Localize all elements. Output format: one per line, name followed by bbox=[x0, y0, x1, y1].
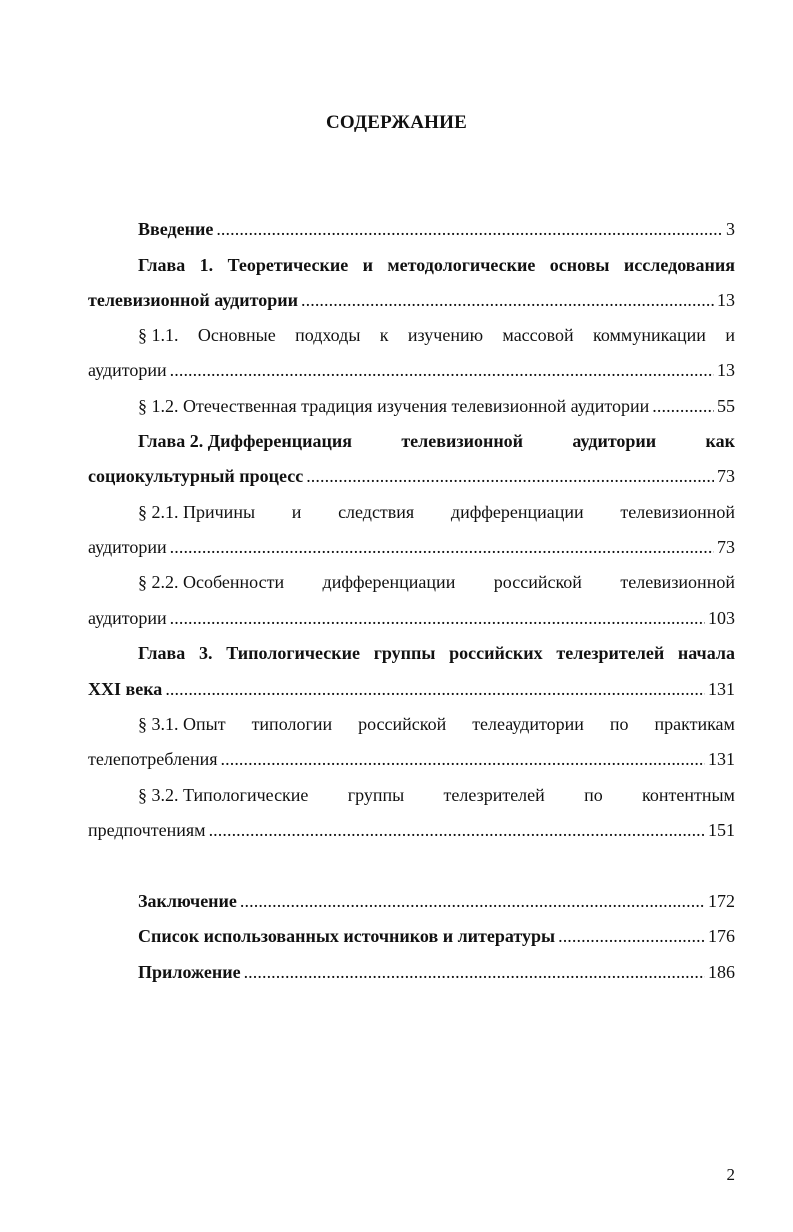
toc-word: Основные bbox=[197, 325, 276, 345]
toc-leader bbox=[240, 888, 705, 914]
toc-word: контентным bbox=[642, 785, 735, 805]
toc-page-number: 73 bbox=[717, 537, 735, 557]
toc-word: телевизионной bbox=[620, 502, 735, 522]
toc-entry-section-1-2[interactable] bbox=[138, 393, 735, 419]
toc-page-number: 73 bbox=[717, 466, 735, 486]
toc-word: начала bbox=[677, 643, 735, 663]
toc-word: практикам bbox=[654, 714, 735, 734]
toc-word: и bbox=[291, 502, 302, 522]
toc-word: телевизионной bbox=[620, 572, 735, 592]
toc-label: аудитории bbox=[88, 360, 167, 380]
toc-page-number: 172 bbox=[708, 891, 735, 911]
toc-word: § 2.1. Причины bbox=[138, 502, 256, 522]
toc-page-number: 131 bbox=[708, 679, 735, 699]
toc-word: типологии bbox=[251, 714, 333, 734]
toc-word: телевизионной bbox=[401, 431, 524, 451]
toc-label: предпочтениям bbox=[88, 820, 206, 840]
toc-label: аудитории bbox=[88, 537, 167, 557]
toc-entry-section-3-2-cont[interactable] bbox=[88, 817, 735, 843]
toc-page-number: 55 bbox=[717, 396, 735, 416]
toc-word: исследования bbox=[623, 255, 735, 275]
toc-entry-section-3-1-cont[interactable] bbox=[88, 746, 735, 772]
toc-word: дифференциации bbox=[450, 502, 584, 522]
toc-leader bbox=[165, 676, 705, 702]
toc-leader bbox=[652, 393, 714, 419]
toc-word: по bbox=[584, 785, 603, 805]
toc-word: § 2.2. Особенности bbox=[138, 572, 285, 592]
toc-entry-chapter-1[interactable] bbox=[138, 252, 735, 278]
toc-leader bbox=[306, 463, 714, 489]
toc-word: аудитории bbox=[572, 431, 657, 451]
toc-word: телезрителей bbox=[556, 643, 665, 663]
toc-leader bbox=[221, 746, 705, 772]
page-number: 2 bbox=[726, 1165, 735, 1184]
toc-entry-chapter-2[interactable] bbox=[138, 428, 735, 454]
toc-entry-section-3-2[interactable] bbox=[138, 782, 735, 808]
toc-word: как bbox=[705, 431, 735, 451]
toc-word: § 3.2. Типологические bbox=[138, 785, 309, 805]
page-title: СОДЕРЖАНИЕ bbox=[326, 112, 467, 133]
toc-word: группы bbox=[373, 643, 436, 663]
toc-label: телевизионной аудитории bbox=[88, 290, 299, 310]
toc-entry-intro[interactable] bbox=[138, 216, 735, 242]
toc-word: коммуникации bbox=[593, 325, 706, 345]
toc-word: телеаудитории bbox=[472, 714, 584, 734]
toc-entry-chapter-3[interactable] bbox=[138, 640, 735, 666]
toc-word: § 1.1. bbox=[138, 325, 179, 345]
toc-word: российской bbox=[358, 714, 447, 734]
toc-word: изучению bbox=[407, 325, 484, 345]
toc-leader bbox=[209, 817, 705, 843]
toc-word: и bbox=[362, 255, 373, 275]
toc-word: Глава 2. Дифференциация bbox=[138, 431, 352, 451]
toc-label: § 1.2. Отечественная традиция изучения телевизионной аудитории bbox=[138, 396, 650, 416]
toc-word: 1. bbox=[199, 255, 214, 275]
toc-word: массовой bbox=[502, 325, 574, 345]
toc-entry-chapter-1-cont[interactable] bbox=[88, 287, 735, 313]
toc-label: социокультурный процесс bbox=[88, 466, 304, 486]
toc-page-number: 3 bbox=[726, 219, 735, 239]
toc-word: 3. bbox=[198, 643, 213, 663]
toc-entry-section-2-2[interactable] bbox=[138, 569, 735, 595]
toc-page-number: 186 bbox=[708, 962, 735, 982]
toc-word: и bbox=[725, 325, 735, 345]
toc-word: российских bbox=[449, 643, 543, 663]
toc-entry-section-1-1-cont[interactable] bbox=[88, 357, 735, 383]
toc-page-number: 13 bbox=[717, 360, 735, 380]
toc-word: Типологические bbox=[226, 643, 360, 663]
toc-word: к bbox=[379, 325, 389, 345]
toc-word: по bbox=[609, 714, 629, 734]
toc-leader bbox=[170, 534, 714, 560]
toc-entry-chapter-2-cont[interactable] bbox=[88, 463, 735, 489]
toc-word: методологические bbox=[387, 255, 536, 275]
toc-word: подходы bbox=[295, 325, 361, 345]
toc-leader bbox=[216, 216, 723, 242]
toc-entry-section-2-1[interactable] bbox=[138, 499, 735, 525]
toc-page-number: 151 bbox=[708, 820, 735, 840]
toc-word: Теоретические bbox=[227, 255, 349, 275]
toc-entry-section-2-1-cont[interactable] bbox=[88, 534, 735, 560]
toc-leader bbox=[244, 959, 705, 985]
toc-entry-section-2-2-cont[interactable] bbox=[88, 605, 735, 631]
toc-word: следствия bbox=[338, 502, 415, 522]
toc-entry-section-3-1[interactable] bbox=[138, 711, 735, 737]
toc-leader bbox=[558, 923, 705, 949]
toc-leader bbox=[301, 287, 714, 313]
toc-entry-section-1-1[interactable] bbox=[138, 322, 735, 348]
toc-label: телепотребления bbox=[88, 749, 218, 769]
toc-label: Список использованных источников и литературы bbox=[138, 926, 556, 946]
toc-word: § 3.1. Опыт bbox=[138, 714, 226, 734]
toc-entry-references[interactable] bbox=[138, 923, 735, 949]
toc-page-number: 176 bbox=[708, 926, 735, 946]
toc-leader bbox=[170, 357, 714, 383]
toc-word: Глава bbox=[138, 255, 186, 275]
toc-label: Приложение bbox=[138, 962, 241, 982]
toc-page-number: 13 bbox=[717, 290, 735, 310]
toc-word: основы bbox=[549, 255, 610, 275]
toc-word: дифференциации bbox=[322, 572, 456, 592]
toc-word: группы bbox=[347, 785, 405, 805]
toc-label: Введение bbox=[138, 219, 214, 239]
toc-leader bbox=[170, 605, 705, 631]
toc-page-number: 131 bbox=[708, 749, 735, 769]
toc-label: XXI века bbox=[88, 679, 163, 699]
toc-page-number: 103 bbox=[708, 608, 735, 628]
toc-word: телезрителей bbox=[443, 785, 545, 805]
toc-entry-appendix[interactable] bbox=[138, 959, 735, 985]
toc-word: Глава bbox=[138, 643, 186, 663]
toc-word: российской bbox=[493, 572, 582, 592]
toc-label: Заключение bbox=[138, 891, 237, 911]
toc-label: аудитории bbox=[88, 608, 167, 628]
toc-entry-chapter-3-cont[interactable] bbox=[88, 676, 735, 702]
toc-entry-conclusion[interactable] bbox=[138, 888, 735, 914]
